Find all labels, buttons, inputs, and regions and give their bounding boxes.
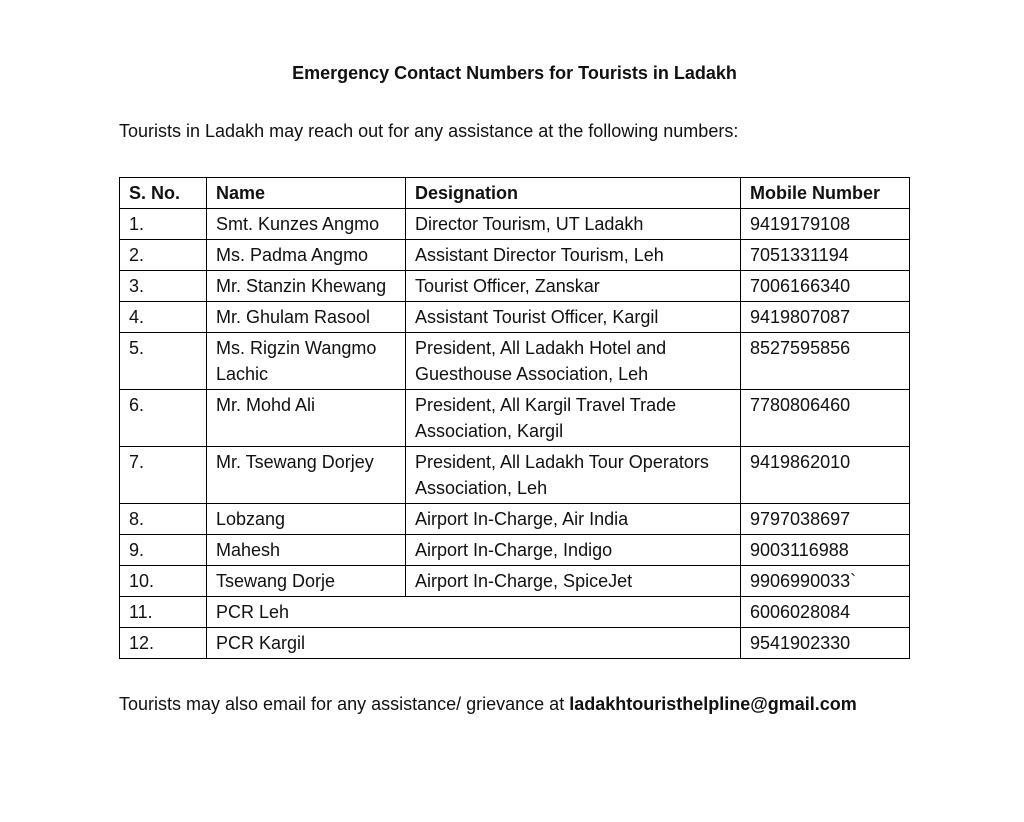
mobile-cell: 9419807087: [741, 302, 910, 333]
table-row: [120, 447, 910, 504]
name-cell: Tsewang Dorje: [207, 566, 406, 597]
table-row: [120, 597, 910, 628]
table-row: [120, 209, 910, 240]
footer-text: Tourists may also email for any assistance/ grievance at: [119, 694, 570, 714]
designation-cell: President, All Kargil Travel Trade Association, Kargil: [406, 390, 741, 447]
mobile-cell: 9003116988: [741, 535, 910, 566]
name-cell: Mr. Ghulam Rasool: [207, 302, 406, 333]
table-row: [120, 628, 910, 659]
table-row: [120, 390, 910, 447]
table-row: [120, 271, 910, 302]
serial-number-cell: 4.: [120, 302, 207, 333]
header-name: Name: [207, 178, 406, 209]
name-cell: Mr. Mohd Ali: [207, 390, 406, 447]
designation-cell: Airport In-Charge, SpiceJet: [406, 566, 741, 597]
mobile-cell: 8527595856: [741, 333, 910, 390]
designation-cell: Tourist Officer, Zanskar: [406, 271, 741, 302]
designation-cell: Director Tourism, UT Ladakh: [406, 209, 741, 240]
name-cell: Ms. Rigzin Wangmo Lachic: [207, 333, 406, 390]
mobile-cell: 7051331194: [741, 240, 910, 271]
designation-cell: President, All Ladakh Tour Operators Association, Leh: [406, 447, 741, 504]
mobile-cell: 9906990033`: [741, 566, 910, 597]
name-cell: Mr. Stanzin Khewang: [207, 271, 406, 302]
header-serial-number: S. No.: [120, 178, 207, 209]
intro-text: Tourists in Ladakh may reach out for any assistance at the following numbers:: [119, 121, 739, 141]
header-mobile-number: Mobile Number: [741, 178, 910, 209]
mobile-cell: 9541902330: [741, 628, 910, 659]
name-cell: PCR Kargil: [207, 628, 741, 659]
page-title: Emergency Contact Numbers for Tourists in Ladakh: [292, 63, 737, 83]
name-cell: Ms. Padma Angmo: [207, 240, 406, 271]
table-header-row: [120, 178, 910, 209]
serial-number-cell: 1.: [120, 209, 207, 240]
contacts-table: [119, 177, 910, 659]
table-row: [120, 240, 910, 271]
serial-number-cell: 6.: [120, 390, 207, 447]
serial-number-cell: 10.: [120, 566, 207, 597]
mobile-cell: 9419179108: [741, 209, 910, 240]
designation-cell: President, All Ladakh Hotel and Guesthouse Association, Leh: [406, 333, 741, 390]
footer-note: [119, 691, 857, 717]
designation-cell: Airport In-Charge, Indigo: [406, 535, 741, 566]
helpline-email: ladakhtouristhelpline@gmail.com: [569, 694, 857, 714]
table-row: [120, 504, 910, 535]
table-row: [120, 535, 910, 566]
serial-number-cell: 3.: [120, 271, 207, 302]
name-cell: PCR Leh: [207, 597, 741, 628]
mobile-cell: 6006028084: [741, 597, 910, 628]
table-row: [120, 566, 910, 597]
serial-number-cell: 11.: [120, 597, 207, 628]
serial-number-cell: 5.: [120, 333, 207, 390]
name-cell: Mr. Tsewang Dorjey: [207, 447, 406, 504]
serial-number-cell: 7.: [120, 447, 207, 504]
serial-number-cell: 9.: [120, 535, 207, 566]
designation-cell: Airport In-Charge, Air India: [406, 504, 741, 535]
name-cell: Mahesh: [207, 535, 406, 566]
mobile-cell: 9419862010: [741, 447, 910, 504]
header-designation: Designation: [406, 178, 741, 209]
serial-number-cell: 2.: [120, 240, 207, 271]
name-cell: Lobzang: [207, 504, 406, 535]
designation-cell: Assistant Director Tourism, Leh: [406, 240, 741, 271]
serial-number-cell: 8.: [120, 504, 207, 535]
mobile-cell: 7780806460: [741, 390, 910, 447]
mobile-cell: 9797038697: [741, 504, 910, 535]
mobile-cell: 7006166340: [741, 271, 910, 302]
serial-number-cell: 12.: [120, 628, 207, 659]
table-row: [120, 302, 910, 333]
table-row: [120, 333, 910, 390]
name-cell: Smt. Kunzes Angmo: [207, 209, 406, 240]
designation-cell: Assistant Tourist Officer, Kargil: [406, 302, 741, 333]
